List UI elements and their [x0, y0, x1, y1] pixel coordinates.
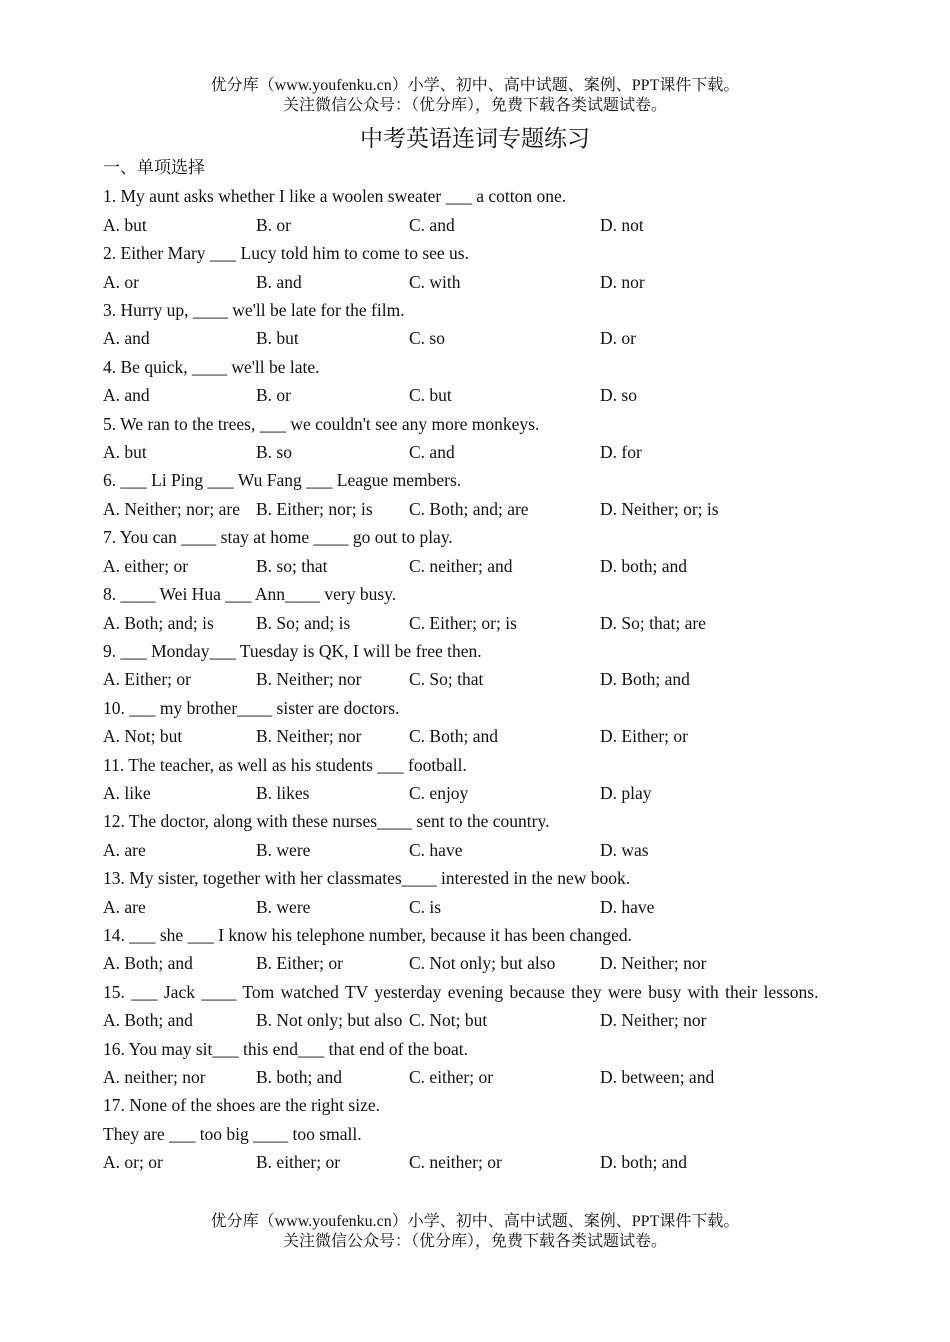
option-b: B. both; and — [256, 1067, 343, 1087]
question-17-line-2: They are ___ too big ____ too small. — [103, 1123, 362, 1144]
question-14: 14. ___ she ___ I know his telephone number, because it has been changed. — [103, 924, 633, 945]
option-d: D. nor — [600, 271, 645, 292]
option-c: C. with — [409, 271, 461, 292]
options-17 — [103, 1148, 848, 1176]
option-d: D. both; and — [600, 555, 688, 576]
option-b: B. Neither; nor — [256, 726, 362, 747]
option-a: A. like — [103, 782, 151, 803]
question-3: 3. Hurry up, ____ we'll be late for the film. — [103, 300, 405, 321]
footer-line-2: 关注微信公众号：（优分库），免费下载各类试题试卷。 — [282, 1233, 667, 1250]
exercise-content — [103, 154, 848, 1177]
option-a: A. and — [103, 328, 150, 349]
option-b: B. and — [256, 271, 302, 292]
footer-line-1: 优分库（www.youfenku.cn）小学、初中、高中试题、案例、PPT课件下载。 — [210, 1213, 740, 1230]
option-a: A. either; or — [103, 555, 189, 576]
option-b: B. were — [256, 896, 311, 917]
option-b: B. Neither; nor — [256, 669, 362, 690]
options-4 — [103, 381, 848, 409]
option-b: B. so; that — [256, 555, 328, 576]
option-d: D. was — [600, 839, 649, 860]
document-title: 中考英语连词专题练习 — [360, 126, 590, 152]
option-c: C. is — [409, 896, 442, 917]
option-c: C. so — [409, 328, 445, 349]
page-header — [0, 76, 950, 116]
option-b: B. Not only; but also — [256, 1010, 403, 1031]
option-c: C. enjoy — [409, 782, 469, 803]
option-a: A. Not; but — [103, 726, 183, 747]
options-15 — [103, 1006, 848, 1034]
question-4: 4. Be quick, ____ we'll be late. — [103, 356, 320, 377]
option-c: C. and — [409, 214, 455, 235]
options-14 — [103, 949, 848, 977]
option-d: D. So; that; are — [600, 612, 706, 633]
option-c: C. neither; and — [409, 555, 513, 576]
question-17: 17. None of the shoes are the right size. — [103, 1095, 381, 1116]
options-12 — [103, 836, 848, 864]
option-a: A. Neither; nor; are — [103, 498, 241, 519]
options-16 — [103, 1063, 848, 1091]
question-2: 2. Either Mary ___ Lucy told him to come to see us. — [103, 243, 469, 264]
option-a: A. Either; or — [103, 669, 191, 690]
question-10: 10. ___ my brother____ sister are doctors. — [103, 697, 400, 718]
question-16: 16. You may sit___ this end___ that end of the boat. — [103, 1038, 469, 1059]
option-d: D. for — [600, 442, 642, 463]
option-b: B. Either; or — [256, 953, 343, 974]
option-b: B. were — [256, 839, 311, 860]
option-a: A. but — [103, 442, 147, 463]
header-line-1: 优分库（www.youfenku.cn）小学、初中、高中试题、案例、PPT课件下载。 — [210, 77, 740, 94]
option-b: B. but — [256, 328, 299, 349]
question-1: 1. My aunt asks whether I like a woolen sweater ___ a cotton one. — [103, 186, 567, 207]
header-line-2: 关注微信公众号：（优分库），免费下载各类试题试卷。 — [282, 97, 667, 114]
option-d: D. both; and — [600, 1152, 688, 1173]
option-c: C. neither; or — [409, 1152, 502, 1173]
option-a: A. Both; and — [103, 1010, 193, 1031]
option-c: C. Not; but — [409, 1010, 488, 1031]
section-heading: 一、单项选择 — [103, 158, 205, 177]
option-c: C. either; or — [409, 1067, 494, 1087]
option-d: D. play — [600, 782, 652, 803]
options-5 — [103, 438, 848, 466]
options-13 — [103, 893, 848, 921]
option-b: B. or — [256, 214, 291, 235]
option-b: B. either; or — [256, 1152, 341, 1173]
question-13: 13. My sister, together with her classmates____ interested in the new book. — [103, 868, 631, 889]
option-c: C. have — [409, 839, 463, 860]
option-d: D. between; and — [600, 1067, 715, 1087]
options-1 — [103, 211, 848, 239]
option-a: A. Both; and; is — [103, 612, 214, 633]
option-b: B. or — [256, 385, 291, 406]
option-c: C. but — [409, 385, 452, 406]
option-b: B. so — [256, 442, 292, 463]
options-11 — [103, 779, 848, 807]
option-b: B. likes — [256, 782, 310, 803]
option-d: D. not — [600, 214, 644, 235]
option-c: C. Both; and — [409, 726, 498, 747]
option-a: A. Both; and — [103, 953, 193, 974]
option-a: A. are — [103, 839, 146, 860]
options-2 — [103, 268, 848, 296]
question-11: 11. The teacher, as well as his students ___ football. — [103, 754, 467, 775]
question-7: 7. You can ____ stay at home ____ go out to play. — [103, 527, 453, 548]
option-d: D. Both; and — [600, 669, 690, 690]
question-12: 12. The doctor, along with these nurses____ sent to the country. — [103, 811, 550, 832]
options-9 — [103, 665, 848, 693]
option-c: C. So; that — [409, 669, 484, 690]
options-3 — [103, 324, 848, 352]
option-d: D. so — [600, 385, 637, 406]
option-b: B. Either; nor; is — [256, 498, 373, 519]
option-a: A. are — [103, 896, 146, 917]
option-d: D. or — [600, 328, 636, 349]
question-6: 6. ___ Li Ping ___ Wu Fang ___ League members. — [103, 470, 462, 491]
option-c: C. Not only; but also — [409, 953, 556, 974]
option-a: A. neither; nor — [103, 1067, 206, 1087]
options-10 — [103, 722, 848, 750]
option-d: D. have — [600, 896, 655, 917]
question-9: 9. ___ Monday___ Tuesday is QK, I will be free then. — [103, 640, 482, 661]
options-8 — [103, 609, 848, 637]
question-8: 8. ____ Wei Hua ___ Ann____ very busy. — [103, 584, 397, 605]
option-d: D. Neither; or; is — [600, 498, 719, 519]
question-15: 15. ___ Jack ____ Tom watched TV yesterday evening because they were busy with their lessons. — [103, 981, 819, 1002]
option-a: A. or — [103, 271, 139, 292]
option-c: C. Both; and; are — [409, 498, 529, 519]
question-5: 5. We ran to the trees, ___ we couldn't see any more monkeys. — [103, 413, 540, 434]
option-b: B. So; and; is — [256, 612, 351, 633]
option-c: C. Either; or; is — [409, 612, 517, 633]
page-footer — [0, 1212, 950, 1252]
option-d: D. Neither; nor — [600, 1010, 707, 1031]
options-7 — [103, 552, 848, 580]
option-a: A. but — [103, 214, 147, 235]
option-d: D. Neither; nor — [600, 953, 707, 974]
option-d: D. Either; or — [600, 726, 688, 747]
option-a: A. or; or — [103, 1152, 163, 1173]
option-c: C. and — [409, 442, 455, 463]
options-6 — [103, 495, 848, 523]
option-a: A. and — [103, 385, 150, 406]
